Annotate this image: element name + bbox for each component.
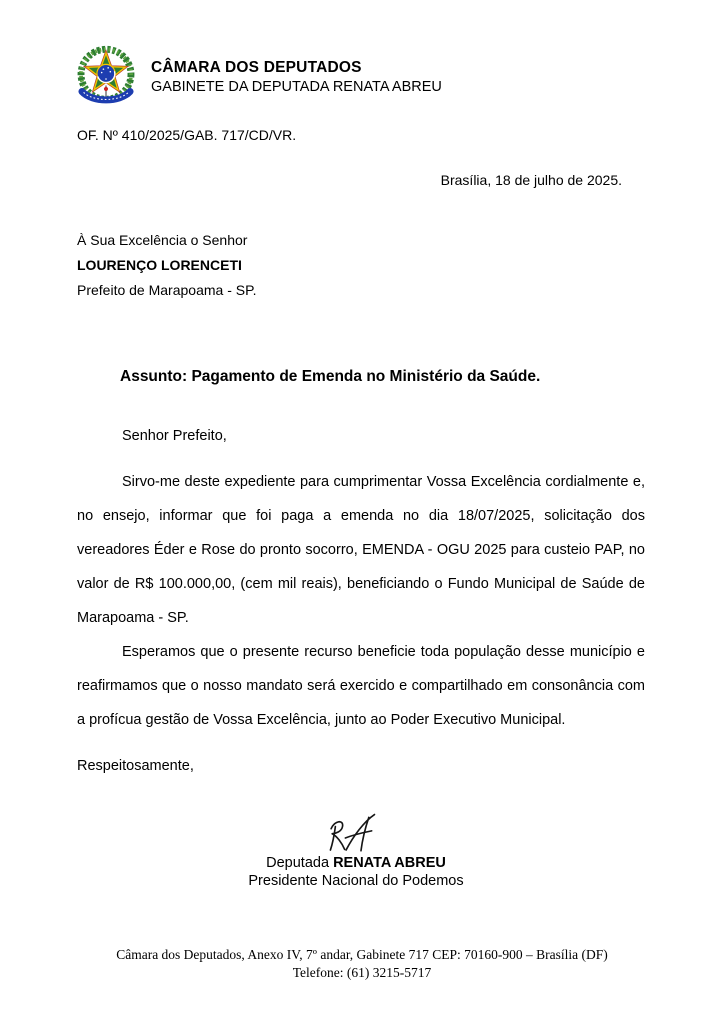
letterhead [75, 38, 442, 114]
addressee-name: LOURENÇO LORENCETI [77, 257, 242, 273]
org-name: CÂMARA DOS DEPUTADOS [151, 58, 362, 76]
closing: Respeitosamente, [77, 758, 194, 774]
signatory-prefix: Deputada [266, 855, 334, 871]
handwritten-signature-icon [324, 808, 388, 858]
signatory-name [0, 854, 712, 872]
addressee-salutation: À Sua Excelência o Senhor [77, 232, 248, 248]
letterhead-text [151, 56, 442, 97]
addressee-title: Prefeito de Marapoama - SP. [77, 282, 257, 298]
signatory-name-bold: RENATA ABREU [333, 855, 446, 871]
signatory-role: Presidente Nacional do Podemos [248, 873, 464, 889]
brazil-coat-of-arms-icon [75, 38, 137, 114]
paragraph-2: Esperamos que o presente recurso beneficie toda população desse município e reafirmamos que o nosso mandato será exercido e compartilhado em consonância com a profícua gestão de Vossa Excelência, junto ao Poder Executivo Municipal. [77, 644, 645, 728]
signature-block [0, 808, 712, 890]
footer-phone: Telefone: (61) 3215-5717 [292, 964, 432, 980]
office-name: GABINETE DA DEPUTADA RENATA ABREU [151, 78, 442, 95]
subject-line: Assunto: Pagamento de Emenda no Ministério da Saúde. [120, 368, 541, 385]
reference-number: OF. Nº 410/2025/GAB. 717/CD/VR. [77, 127, 297, 143]
footer [0, 946, 724, 981]
addressee-block [77, 228, 257, 303]
dateline: Brasília, 18 de julho de 2025. [440, 172, 622, 188]
letter-body [77, 465, 645, 737]
paragraph-1: Sirvo-me deste expediente para cumprimentar Vossa Excelência cordialmente e, no ensejo, informar que foi paga a emenda no dia 18/07/2025, solicitação dos vereadores Éder e Rose do pronto socorro, EMENDA - OGU 2025 para custeio PAP, no valor de R$ 100.000,00, (cem mil reais), beneficiando o Fundo Municipal de Saúde de Marapoama - SP. [77, 474, 645, 626]
greeting: Senhor Prefeito, [122, 428, 227, 444]
footer-address: Câmara dos Deputados, Anexo IV, 7º andar, Gabinete 717 CEP: 70160-900 – Brasília (DF) [116, 947, 608, 962]
